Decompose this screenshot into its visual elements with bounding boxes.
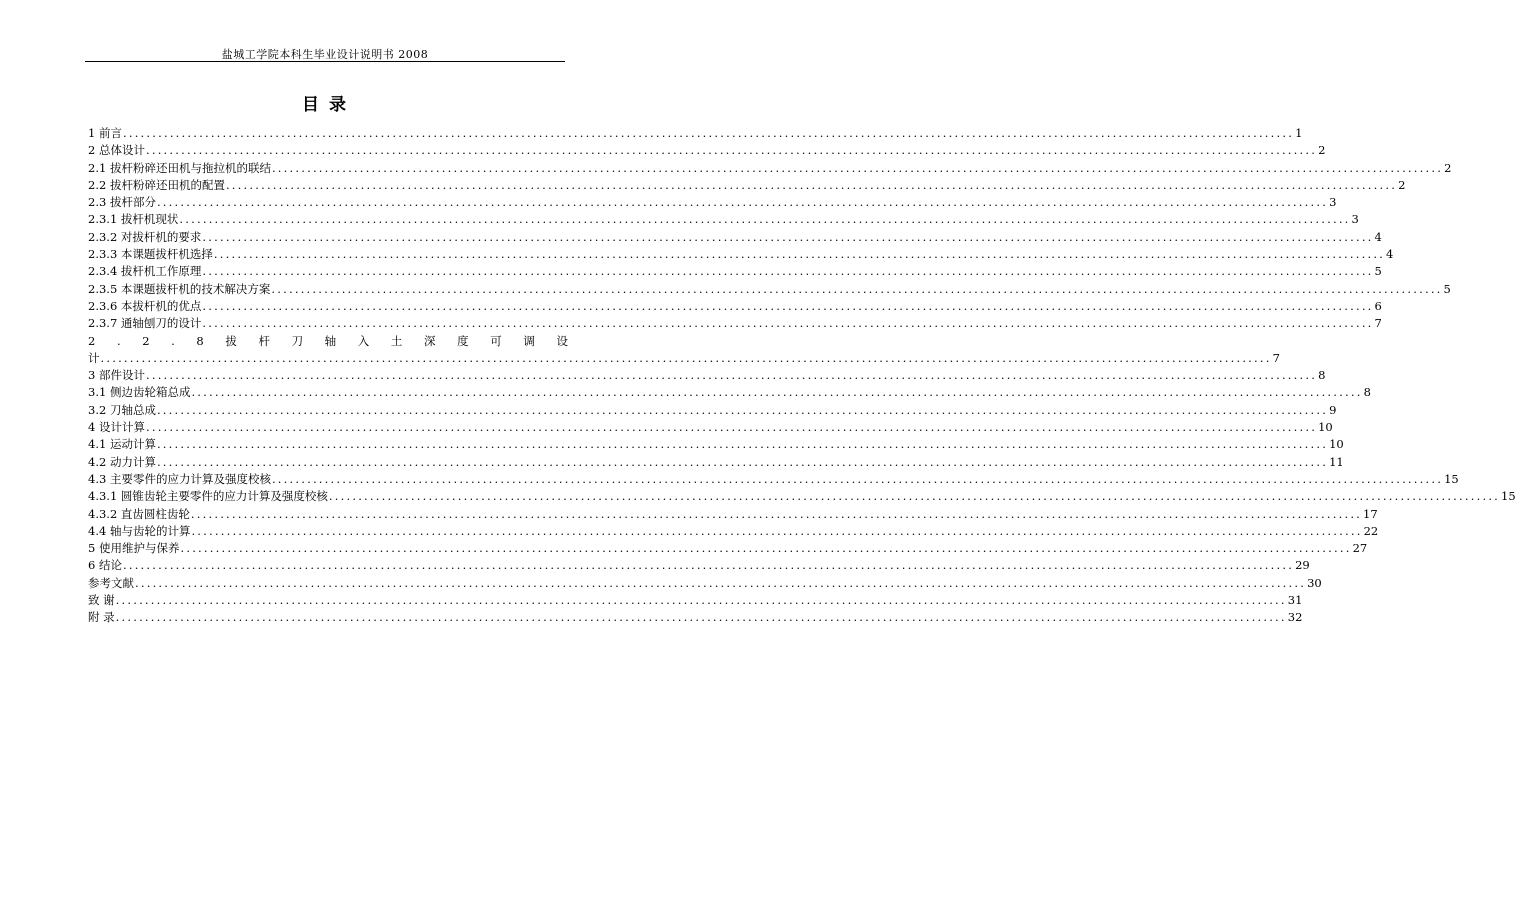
- page-title: 目 录: [302, 95, 348, 115]
- toc-page-number: 17: [1363, 506, 1378, 521]
- toc-label: 4 设计计算: [88, 420, 145, 435]
- toc-page-number: 7: [1374, 316, 1382, 331]
- toc-entry-line2: [88, 350, 1280, 367]
- toc-entry: [88, 263, 1382, 280]
- toc-char: 度: [457, 333, 469, 348]
- toc-entry: [88, 592, 1303, 609]
- toc-page-number: 5: [1443, 281, 1451, 296]
- toc-char: 2: [88, 333, 96, 348]
- toc-label: 2.3.3 本课题拔杆机选择: [88, 247, 213, 262]
- toc-leader-dots: ........................................................................................................................................................................................................: [328, 489, 1501, 504]
- toc-page-number: 29: [1295, 558, 1310, 573]
- toc-page-number: 2: [1318, 143, 1326, 158]
- toc-page-number: 27: [1352, 541, 1368, 556]
- toc-label: 2.3.1 拔杆机现状: [88, 212, 179, 227]
- toc-page-number: 15: [1444, 471, 1459, 486]
- toc-label: 6 结论: [88, 558, 122, 573]
- toc-leader-dots: ........................................................................................................................................................................................................: [271, 281, 1443, 296]
- toc-page-number: 10: [1329, 437, 1344, 452]
- toc-entry: [88, 384, 1371, 401]
- toc-page-number: 7: [1272, 350, 1280, 365]
- toc-char: 轴: [324, 333, 337, 348]
- toc-char: 入: [357, 333, 370, 348]
- toc-label: 4.3.1 圆锥齿轮主要零件的应力计算及强度校核: [88, 489, 328, 504]
- toc-entry: [88, 488, 1516, 505]
- toc-page-number: 5: [1374, 264, 1382, 279]
- toc-label: 计: [88, 350, 100, 365]
- toc-label: 1 前言: [88, 126, 122, 140]
- toc-label: 4.4 轴与齿轮的计算: [88, 523, 191, 538]
- toc-char: .: [116, 333, 121, 348]
- toc-page-number: 3: [1351, 212, 1359, 227]
- toc-page-number: 11: [1329, 454, 1344, 469]
- toc-label: 2.3.5 本课题拔杆机的技术解决方案: [88, 281, 271, 296]
- toc-label: 2.3.7 通轴刨刀的设计: [88, 316, 202, 331]
- toc-page-number: 32: [1287, 610, 1303, 625]
- toc-entry: [88, 246, 1394, 263]
- toc-leader-dots: ........................................................................................................................................................................................................: [145, 368, 1318, 383]
- toc-page-number: 3: [1329, 195, 1337, 210]
- toc-label: 3.2 刀轴总成: [88, 402, 156, 417]
- toc-entry: [88, 229, 1382, 246]
- toc-char: 8: [196, 333, 204, 348]
- toc-page-number: 2: [1444, 160, 1452, 175]
- toc-label: 4.1 运动计算: [88, 437, 156, 452]
- toc-entry: [88, 211, 1359, 228]
- toc-page-number: 30: [1307, 575, 1322, 590]
- toc-entry: [88, 506, 1378, 523]
- toc-leader-dots: ........................................................................................................................................................................................................: [271, 160, 1444, 175]
- toc-entry: [88, 523, 1379, 540]
- toc-leader-dots: ........................................................................................................................................................................................................: [213, 247, 1386, 262]
- toc-leader-dots: ........................................................................................................................................................................................................: [202, 298, 1374, 313]
- toc-label: 2 总体设计: [88, 143, 145, 158]
- toc-char: 设: [556, 333, 568, 348]
- toc-label: 5 使用维护与保养: [88, 541, 180, 556]
- toc-entry-line1: [88, 333, 568, 350]
- toc-page-number: 15: [1501, 489, 1516, 504]
- toc-entry: [88, 160, 1452, 177]
- toc-char: 可: [490, 333, 502, 348]
- toc-label: 4.3.2 直齿圆柱齿轮: [88, 506, 190, 521]
- toc-page-number: 4: [1386, 247, 1394, 262]
- toc-label: 附 录: [88, 610, 115, 625]
- toc-page-number: 1: [1295, 126, 1303, 140]
- toc-char: 拔: [225, 333, 237, 348]
- toc-label: 3 部件设计: [88, 368, 145, 383]
- toc-entry: [88, 419, 1333, 436]
- toc-entry: [88, 142, 1326, 159]
- toc-leader-dots: ........................................................................................................................................................................................................: [100, 350, 1272, 365]
- toc-page-number: 4: [1374, 229, 1382, 244]
- toc-label: 2.3.2 对拔杆机的要求: [88, 229, 202, 244]
- toc-page-number: 10: [1318, 420, 1333, 435]
- toc-leader-dots: ........................................................................................................................................................................................................: [145, 143, 1318, 158]
- toc-entry: [88, 436, 1344, 453]
- toc-leader-dots: ........................................................................................................................................................................................................: [135, 575, 1307, 590]
- toc-leader-dots: ........................................................................................................................................................................................................: [122, 558, 1295, 573]
- toc-leader-dots: ........................................................................................................................................................................................................: [190, 506, 1363, 521]
- toc-leader-dots: ........................................................................................................................................................................................................: [202, 316, 1374, 331]
- toc-entry: [88, 298, 1382, 315]
- toc-label: 2.3.6 本拔杆机的优点: [88, 298, 202, 313]
- toc-leader-dots: ........................................................................................................................................................................................................: [191, 385, 1363, 400]
- toc-label: 2.2 拔杆粉碎还田机的配置: [88, 177, 225, 192]
- toc-entry: [88, 402, 1337, 419]
- toc-char: 刀: [291, 333, 304, 348]
- toc-label: 4.3 主要零件的应力计算及强度校核: [88, 471, 271, 486]
- toc-label: 2.3.4 拔杆机工作原理: [88, 264, 202, 279]
- toc-entry: [88, 367, 1326, 384]
- toc-leader-dots: ........................................................................................................................................................................................................: [191, 523, 1363, 538]
- toc-char: 杆: [258, 333, 270, 348]
- toc-leader-dots: ........................................................................................................................................................................................................: [156, 454, 1329, 469]
- header-text: 盐城工学院本科生毕业设计说明书 2008: [221, 48, 429, 61]
- toc-entry: [88, 281, 1451, 298]
- toc-char: .: [171, 333, 175, 348]
- toc-entry: [88, 333, 1280, 368]
- toc-label: 2.1 拔杆粉碎还田机与拖拉机的联结: [88, 160, 271, 175]
- toc-leader-dots: ........................................................................................................................................................................................................: [202, 264, 1374, 279]
- toc-entry: [88, 540, 1368, 557]
- toc-page-number: 2: [1398, 177, 1406, 192]
- toc-page-number: 6: [1374, 298, 1382, 313]
- toc-entry: [88, 471, 1459, 488]
- toc-leader-dots: ........................................................................................................................................................................................................: [156, 402, 1329, 417]
- toc-page-number: 9: [1329, 402, 1337, 417]
- toc-label: 2.3 拔杆部分: [88, 195, 156, 210]
- toc-entry: [88, 609, 1303, 626]
- toc-char: 2: [142, 333, 150, 348]
- toc-page-number: 8: [1318, 368, 1326, 383]
- toc-entry: [88, 575, 1322, 592]
- toc-label: 4.2 动力计算: [88, 454, 156, 469]
- toc-leader-dots: ........................................................................................................................................................................................................: [202, 229, 1374, 244]
- toc-leader-dots: ........................................................................................................................................................................................................: [145, 420, 1318, 435]
- toc-page-number: 8: [1363, 385, 1371, 400]
- toc-label: 致 谢: [88, 593, 115, 608]
- toc-entry: [88, 315, 1382, 332]
- table-of-contents: [88, 125, 1516, 627]
- toc-entry: [88, 177, 1406, 194]
- toc-page-number: 22: [1363, 523, 1379, 538]
- toc-page-number: 31: [1287, 593, 1303, 608]
- toc-leader-dots: ........................................................................................................................................................................................................: [225, 177, 1398, 192]
- toc-leader-dots: ........................................................................................................................................................................................................: [156, 195, 1329, 210]
- toc-leader-dots: ........................................................................................................................................................................................................: [271, 471, 1444, 486]
- toc-label: 3.1 侧边齿轮箱总成: [88, 385, 191, 400]
- header-rule: [85, 61, 565, 62]
- toc-char: 深: [424, 333, 436, 348]
- toc-leader-dots: ........................................................................................................................................................................................................: [115, 593, 1287, 608]
- toc-leader-dots: ........................................................................................................................................................................................................: [115, 610, 1287, 625]
- toc-leader-dots: ........................................................................................................................................................................................................: [180, 541, 1352, 556]
- toc-leader-dots: ........................................................................................................................................................................................................: [156, 437, 1329, 452]
- toc-entry: [88, 125, 1303, 142]
- toc-entry: [88, 194, 1337, 211]
- toc-label: 参考文献: [88, 575, 134, 590]
- toc-leader-dots: ........................................................................................................................................................................................................: [179, 212, 1351, 227]
- toc-entry: [88, 557, 1310, 574]
- toc-entry: [88, 454, 1344, 471]
- toc-char: 土: [390, 333, 403, 348]
- toc-leader-dots: ........................................................................................................................................................................................................: [122, 126, 1295, 140]
- toc-char: 调: [523, 333, 535, 348]
